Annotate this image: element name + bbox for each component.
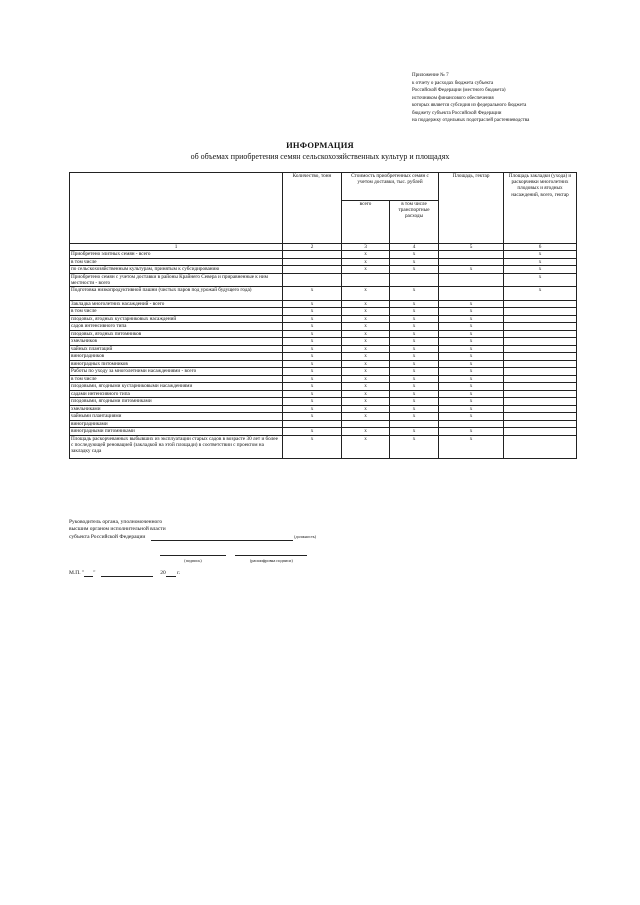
table-cell: x bbox=[390, 360, 439, 368]
row-label: садами интенсивного типа bbox=[70, 390, 283, 398]
table-cell: x bbox=[390, 323, 439, 331]
table-row bbox=[70, 398, 577, 406]
table-row bbox=[70, 383, 577, 391]
table-row bbox=[70, 405, 577, 413]
table-row bbox=[70, 338, 577, 346]
table-cell: x bbox=[342, 330, 390, 338]
table-cell: x bbox=[342, 390, 390, 398]
table-cell bbox=[439, 251, 504, 259]
table-cell: x bbox=[439, 435, 504, 458]
table-cell: x bbox=[283, 405, 342, 413]
day-field[interactable] bbox=[84, 576, 93, 577]
table-cell: x bbox=[283, 390, 342, 398]
table-cell: x bbox=[283, 353, 342, 361]
table-cell: x bbox=[439, 413, 504, 421]
row-label: чайными плантациями bbox=[70, 413, 283, 421]
table-row bbox=[70, 390, 577, 398]
table-row bbox=[70, 266, 577, 274]
table-row bbox=[70, 428, 577, 436]
table-row bbox=[70, 287, 577, 301]
column-number: 5 bbox=[439, 244, 504, 251]
column-number: 4 bbox=[390, 244, 439, 251]
table-cell: x bbox=[439, 345, 504, 353]
row-label: виноградных питомников bbox=[70, 360, 283, 368]
table-cell: x bbox=[439, 405, 504, 413]
signature-fields bbox=[160, 549, 307, 565]
table-cell bbox=[283, 266, 342, 274]
position-caption: (должность) bbox=[294, 534, 317, 539]
table-cell: x bbox=[342, 413, 390, 421]
table-cell: x bbox=[504, 258, 577, 266]
table-row bbox=[70, 251, 577, 259]
table-cell bbox=[504, 353, 577, 361]
header-planting: Площадь закладки (ухода) и раскорчевки многолетних плодовых и ягодных насаждений, всего, гектар bbox=[504, 173, 577, 244]
table-cell: x bbox=[390, 368, 439, 376]
table-cell: x bbox=[504, 251, 577, 259]
table-cell: x bbox=[439, 390, 504, 398]
table-cell: x bbox=[342, 360, 390, 368]
table-cell: x bbox=[342, 398, 390, 406]
table-cell: x bbox=[390, 405, 439, 413]
table-cell bbox=[504, 383, 577, 391]
stamp-quote: " bbox=[93, 570, 96, 576]
table-cell bbox=[504, 330, 577, 338]
table-cell: x bbox=[439, 266, 504, 274]
table-cell: x bbox=[390, 338, 439, 346]
table-row bbox=[70, 315, 577, 323]
appendix-note bbox=[412, 72, 632, 125]
table-cell bbox=[504, 390, 577, 398]
signature-line3: субъекта Российской Федерации bbox=[69, 534, 146, 540]
table-cell bbox=[342, 420, 390, 428]
name-field[interactable] bbox=[235, 555, 307, 556]
table-cell bbox=[504, 300, 577, 308]
table-cell: x bbox=[390, 251, 439, 259]
row-label: виноградниками bbox=[70, 420, 283, 428]
table-row bbox=[70, 345, 577, 353]
table-cell bbox=[439, 273, 504, 287]
table-cell: x bbox=[342, 405, 390, 413]
table-cell bbox=[504, 405, 577, 413]
header-cost: Стоимость приобретенных семян с учетом доставки, тыс. рублей bbox=[342, 173, 439, 201]
header-area: Площадь, гектар bbox=[439, 173, 504, 244]
table-cell: x bbox=[283, 338, 342, 346]
table-cell: x bbox=[390, 345, 439, 353]
row-label: в том числе bbox=[70, 308, 283, 316]
table-cell: x bbox=[342, 353, 390, 361]
stamp-label: М.П. " bbox=[69, 570, 85, 576]
table-row bbox=[70, 420, 577, 428]
table-cell bbox=[504, 360, 577, 368]
table-cell bbox=[504, 413, 577, 421]
table-cell: x bbox=[390, 266, 439, 274]
position-field[interactable] bbox=[151, 540, 293, 541]
table-cell bbox=[504, 308, 577, 316]
table-cell bbox=[390, 420, 439, 428]
table-cell: x bbox=[439, 308, 504, 316]
table-cell: x bbox=[439, 428, 504, 436]
column-number: 1 bbox=[70, 244, 283, 251]
year-prefix: 20 bbox=[160, 570, 166, 576]
appendix-line: на поддержку отдельных подотраслей растениеводства bbox=[412, 118, 530, 123]
table-cell: x bbox=[504, 266, 577, 274]
signature-field[interactable] bbox=[160, 555, 226, 556]
table-cell: x bbox=[342, 323, 390, 331]
table-cell bbox=[504, 428, 577, 436]
table-cell: x bbox=[342, 435, 390, 458]
table-cell: x bbox=[439, 360, 504, 368]
appendix-line: источником финансового обеспечения bbox=[412, 95, 494, 101]
table-cell: x bbox=[390, 435, 439, 458]
row-label: виноградников bbox=[70, 353, 283, 361]
table-cell: x bbox=[342, 383, 390, 391]
table-cell: x bbox=[283, 308, 342, 316]
table-cell: x bbox=[342, 338, 390, 346]
table-cell: x bbox=[504, 273, 577, 287]
row-label: хмельников bbox=[70, 338, 283, 346]
table-cell bbox=[439, 420, 504, 428]
table-cell: x bbox=[390, 383, 439, 391]
table-cell: x bbox=[283, 315, 342, 323]
document-subtitle: об объемах приобретения семян сельскохозяйственных культур и площадях bbox=[190, 152, 450, 161]
table-cell: x bbox=[439, 375, 504, 383]
table-cell bbox=[504, 315, 577, 323]
table-cell: x bbox=[390, 375, 439, 383]
table-cell: x bbox=[439, 323, 504, 331]
column-number: 3 bbox=[342, 244, 390, 251]
column-number: 6 bbox=[504, 244, 577, 251]
table-cell: x bbox=[439, 353, 504, 361]
table-cell: x bbox=[390, 353, 439, 361]
document-title: ИНФОРМАЦИЯ bbox=[286, 140, 354, 150]
row-label: хмельниками bbox=[70, 405, 283, 413]
table-cell bbox=[283, 273, 342, 287]
table-cell: x bbox=[283, 413, 342, 421]
row-label: плодовых, ягодных кустарниковых насаждений bbox=[70, 315, 283, 323]
table-cell: x bbox=[439, 315, 504, 323]
table-cell: x bbox=[342, 300, 390, 308]
appendix-line: Российской Федерации (местного бюджета) bbox=[412, 88, 506, 93]
table-cell bbox=[504, 435, 577, 458]
table-cell bbox=[283, 251, 342, 259]
table-cell: x bbox=[390, 308, 439, 316]
table-row bbox=[70, 273, 577, 287]
table-cell: x bbox=[283, 383, 342, 391]
row-label: плодовыми, ягодными кустарниковыми насаждениями bbox=[70, 383, 283, 391]
month-field[interactable] bbox=[101, 576, 153, 577]
table-cell: x bbox=[342, 375, 390, 383]
table-row bbox=[70, 360, 577, 368]
table-cell: x bbox=[342, 287, 390, 301]
table-cell: x bbox=[342, 368, 390, 376]
table-row bbox=[70, 258, 577, 266]
table-cell: x bbox=[439, 383, 504, 391]
table-cell bbox=[283, 420, 342, 428]
table-cell: x bbox=[283, 368, 342, 376]
row-label: в том числе bbox=[70, 375, 283, 383]
table-cell bbox=[439, 287, 504, 301]
table-row bbox=[70, 323, 577, 331]
table-cell: x bbox=[390, 258, 439, 266]
table-cell: x bbox=[504, 287, 577, 301]
table-cell: x bbox=[283, 300, 342, 308]
table-cell: x bbox=[342, 258, 390, 266]
header-cost-total: всего bbox=[342, 201, 390, 244]
table-row bbox=[70, 368, 577, 376]
table-cell: x bbox=[283, 428, 342, 436]
table-cell: x bbox=[390, 428, 439, 436]
row-label: Работы по уходу за многолетними насаждениями - всего bbox=[70, 368, 283, 376]
year-field[interactable] bbox=[166, 576, 176, 577]
table-row bbox=[70, 413, 577, 421]
table-row bbox=[70, 308, 577, 316]
table-cell bbox=[504, 338, 577, 346]
stamp-date-line bbox=[69, 570, 180, 577]
table-cell: x bbox=[390, 300, 439, 308]
header-blank bbox=[70, 173, 283, 244]
row-label: Подготовка низкопродуктивной пашни (чистых паров под урожай будущего года) bbox=[70, 287, 283, 301]
signature-block bbox=[69, 519, 316, 541]
signature-line1: Руководитель органа, уполномоченного bbox=[69, 519, 163, 525]
signature-line2: высшим органом исполнительной власти bbox=[69, 526, 166, 532]
appendix-line: Приложение № 7 bbox=[412, 73, 449, 78]
row-label: Приобретено элитных семян - всего bbox=[70, 251, 283, 259]
information-table bbox=[69, 172, 577, 459]
table-cell: x bbox=[283, 398, 342, 406]
table-cell bbox=[390, 273, 439, 287]
table-cell: x bbox=[283, 435, 342, 458]
header-cost-transport: в том числе транспортные расходы bbox=[390, 201, 439, 244]
table-row bbox=[70, 375, 577, 383]
table-cell: x bbox=[342, 266, 390, 274]
table-cell: x bbox=[342, 315, 390, 323]
table-cell bbox=[283, 258, 342, 266]
appendix-line: бюджету субъекта Российской Федерации bbox=[412, 110, 502, 116]
table-row bbox=[70, 435, 577, 458]
table-cell: x bbox=[283, 323, 342, 331]
table-cell bbox=[504, 398, 577, 406]
row-label: плодовыми, ягодными питомниками bbox=[70, 398, 283, 406]
table-cell bbox=[504, 323, 577, 331]
appendix-line: которых является субсидия из федерального бюджета bbox=[412, 103, 527, 108]
row-label: виноградными питомниками bbox=[70, 428, 283, 436]
signature-caption: (подпись) bbox=[184, 558, 202, 563]
table-cell: x bbox=[390, 413, 439, 421]
table-cell: x bbox=[283, 287, 342, 301]
table-cell: x bbox=[342, 345, 390, 353]
table-cell: x bbox=[390, 398, 439, 406]
table-row bbox=[70, 330, 577, 338]
table-cell: x bbox=[439, 300, 504, 308]
table-cell: x bbox=[283, 375, 342, 383]
table-row bbox=[70, 353, 577, 361]
table-cell: x bbox=[342, 308, 390, 316]
table-cell: x bbox=[283, 360, 342, 368]
table-cell bbox=[504, 345, 577, 353]
table-cell: x bbox=[390, 330, 439, 338]
row-label: Площадь раскорчеванных выбывших из эксплуатации старых садов в возрасте 30 лет и более с последующей реновацией (закладкой на этой площади) в соответствии с проектом на закладку сада bbox=[70, 435, 283, 458]
row-label: плодовых, ягодных питомников bbox=[70, 330, 283, 338]
header-quantity: Количество, тонн bbox=[283, 173, 342, 244]
table-cell bbox=[504, 420, 577, 428]
row-label: Приобретено семян с учетом доставки в районы Крайнего Севера и приравненные к ним местности - всего bbox=[70, 273, 283, 287]
table-cell: x bbox=[439, 338, 504, 346]
column-number: 2 bbox=[283, 244, 342, 251]
table-cell: x bbox=[342, 251, 390, 259]
table-cell bbox=[504, 368, 577, 376]
table-cell: x bbox=[390, 315, 439, 323]
table-cell bbox=[504, 375, 577, 383]
table-cell: x bbox=[390, 390, 439, 398]
table-cell bbox=[342, 273, 390, 287]
table-cell: x bbox=[439, 398, 504, 406]
table-body bbox=[70, 251, 577, 459]
appendix-line: к отчету о расходах бюджета субъекта bbox=[412, 80, 494, 86]
row-label: по сельскохозяйственным культурам, принятым к субсидированию bbox=[70, 266, 283, 274]
row-label: Закладка многолетних насаждений - всего bbox=[70, 300, 283, 308]
row-label: садов интенсивного типа bbox=[70, 323, 283, 331]
table-cell: x bbox=[390, 287, 439, 301]
table-cell: x bbox=[439, 330, 504, 338]
name-caption: (расшифровка подписи) bbox=[250, 558, 293, 563]
table-cell: x bbox=[439, 368, 504, 376]
table-row bbox=[70, 300, 577, 308]
table-cell: x bbox=[342, 428, 390, 436]
table-cell bbox=[439, 258, 504, 266]
row-label: в том числе bbox=[70, 258, 283, 266]
row-label: чайных плантаций bbox=[70, 345, 283, 353]
table-cell: x bbox=[283, 345, 342, 353]
year-suffix: г. bbox=[177, 570, 181, 576]
table-cell: x bbox=[283, 330, 342, 338]
